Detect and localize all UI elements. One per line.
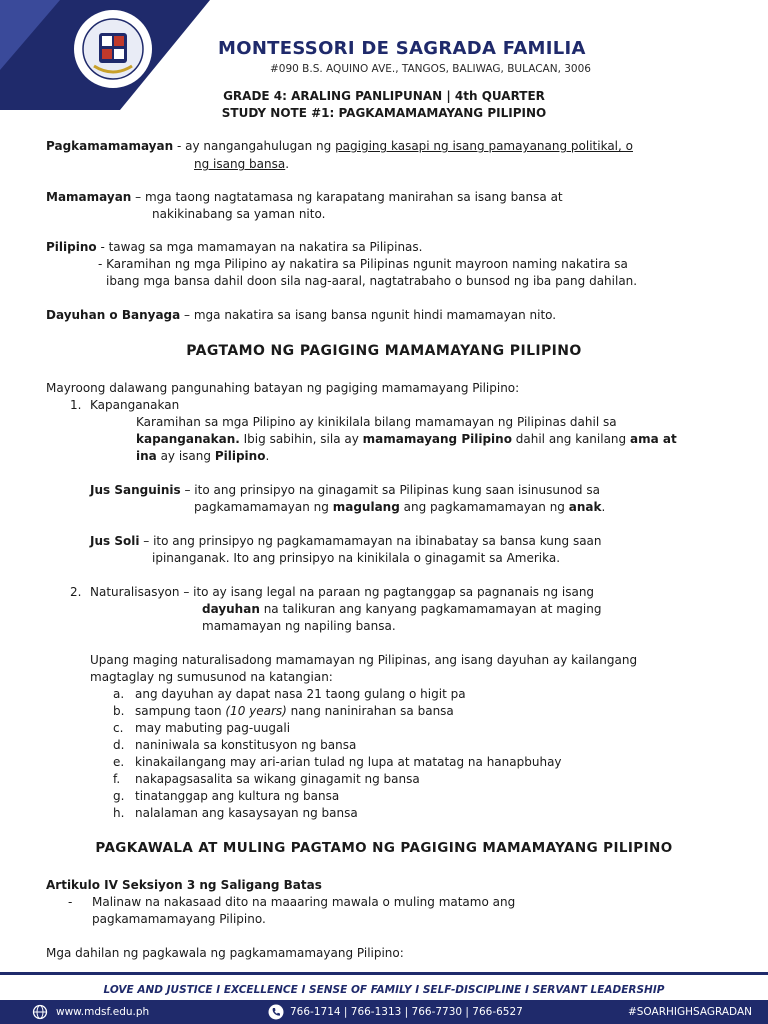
item2-line2: dayuhan na talikuran ang kanyang pagkamamamayan at maging	[202, 602, 602, 616]
reasons-heading: Mga dahilan ng pagkawala ng pagkamamamayang Pilipino:	[46, 946, 404, 960]
article-heading: Artikulo IV Seksiyon 3 ng Saligang Batas	[46, 878, 322, 892]
item2-number: 2.	[70, 585, 82, 599]
requirements-intro-line2: magtaglay ng sumusunod na katangian:	[90, 670, 333, 684]
document-title: GRADE 4: ARALING PANLIPUNAN | 4th QUARTER	[223, 89, 545, 103]
definition-mamamayan: Mamamayan – mga taong nagtatamasa ng karapatang manirahan sa isang bansa at	[46, 190, 563, 204]
definition-pilipino-line3: ibang mga bansa dahil doon sila nag-aaral, nagtatrabaho o bunsod ng iba pang dahilan.	[106, 274, 638, 288]
jus-soli-line1: Jus Soli – ito ang prinsipyo ng pagkamamamayan na ibinabatay sa bansa kung saan	[90, 534, 602, 548]
list-item: c. may mabuting pag-uugali	[113, 721, 291, 735]
list-item: b. sampung taon (10 years) nang naninirahan sa bansa	[113, 704, 454, 718]
footer-core-values: LOVE AND JUSTICE I EXCELLENCE I SENSE OF FAMILY I SELF-DISCIPLINE I SERVANT LEADERSHIP	[103, 984, 665, 996]
jus-sanguinis-line1: Jus Sanguinis – ito ang prinsipyo na ginagamit sa Pilipinas kung saan isinusunod sa	[90, 483, 600, 497]
definition-pagkamamamayan: Pagkamamamayan - ay nangangahulugan ng pagiging kasapi ng isang pamayanang politikal, o	[46, 139, 633, 153]
school-name: MONTESSORI DE SAGRADA FAMILIA	[218, 38, 586, 59]
list-item: a. ang dayuhan ay dapat nasa 21 taong gulang o higit pa	[113, 687, 466, 701]
footer-divider	[0, 972, 768, 975]
list-item: e. kinakailangang may ari-arian tulad ng lupa at matatag na hanapbuhay	[113, 755, 562, 769]
definition-mamamayan-cont: nakikinabang sa yaman nito.	[152, 207, 326, 221]
list-item: d. naniniwala sa konstitusyon ng bansa	[113, 738, 357, 752]
article-line2: pagkamamamayang Pilipino.	[92, 912, 266, 926]
item1-label: Kapanganakan	[90, 398, 180, 412]
article-dash: -	[68, 895, 73, 909]
kapanganakan-line1: Karamihan sa mga Pilipino ay kinikilala bilang mamamayan ng Pilipinas dahil sa	[136, 415, 617, 429]
section1-intro: Mayroong dalawang pangunahing batayan ng pagiging mamamayang Pilipino:	[46, 381, 520, 395]
document-subtitle: STUDY NOTE #1: PAGKAMAMAMAYANG PILIPINO	[221, 106, 547, 120]
school-seal-icon	[72, 8, 154, 90]
kapanganakan-line3: ina ay isang Pilipino.	[136, 449, 270, 463]
footer-bar	[0, 1000, 768, 1024]
item2-line3: mamamayan ng napiling bansa.	[202, 619, 396, 633]
jus-soli-line2: ipinanganak. Ito ang prinsipyo na kinikilala o ginagamit sa Amerika.	[152, 551, 561, 565]
jus-sanguinis-line2: pagkamamamayan ng magulang ang pagkamamamayan ng anak.	[194, 500, 606, 514]
list-item: h. nalalaman ang kasaysayan ng bansa	[113, 806, 358, 820]
globe-icon	[32, 1004, 48, 1020]
kapanganakan-line2: kapanganakan. Ibig sabihin, sila ay mamamayang Pilipino dahil ang kanilang ama at	[136, 432, 677, 446]
phone-icon	[268, 1004, 284, 1020]
definition-pagkamamamayan-cont: ng isang bansa.	[194, 157, 290, 171]
item2-line1: Naturalisasyon – ito ay isang legal na paraan ng pagtanggap sa pagnanais ng isang	[90, 585, 595, 599]
school-address: #090 B.S. AQUINO AVE., TANGOS, BALIWAG, BULACAN, 3006	[270, 63, 591, 75]
item1-number: 1.	[70, 398, 82, 412]
list-item: g. tinatanggap ang kultura ng bansa	[113, 789, 340, 803]
definition-dayuhan: Dayuhan o Banyaga – mga nakatira sa isang bansa ngunit hindi mamamayan nito.	[46, 308, 557, 322]
footer-hashtag: #SOARHIGHSAGRADAN	[627, 1006, 752, 1018]
requirements-intro-line1: Upang maging naturalisadong mamamayan ng Pilipinas, ang isang dayuhan ay kailangang	[90, 653, 638, 667]
footer-website[interactable]: www.mdsf.edu.ph	[56, 1006, 150, 1018]
article-line1: Malinaw na nakasaad dito na maaaring mawala o muling matamo ang	[92, 895, 516, 909]
footer-phone-numbers: 766-1714 | 766-1313 | 766-7730 | 766-6527	[290, 1006, 523, 1018]
section-heading-pagkawala: PAGKAWALA AT MULING PAGTAMO NG PAGIGING MAMAMAYANG PILIPINO	[95, 840, 673, 856]
definition-pilipino-line2: - Karamihan ng mga Pilipino ay nakatira sa Pilipinas ngunit mayroon naming nakatira sa	[98, 257, 628, 271]
definition-pilipino: Pilipino - tawag sa mga mamamayan na nakatira sa Pilipinas.	[46, 240, 423, 254]
list-item: f. nakapagsasalita sa wikang ginagamit ng bansa	[113, 772, 420, 786]
section-heading-pagtamo: PAGTAMO NG PAGIGING MAMAMAYANG PILIPINO	[186, 343, 582, 359]
